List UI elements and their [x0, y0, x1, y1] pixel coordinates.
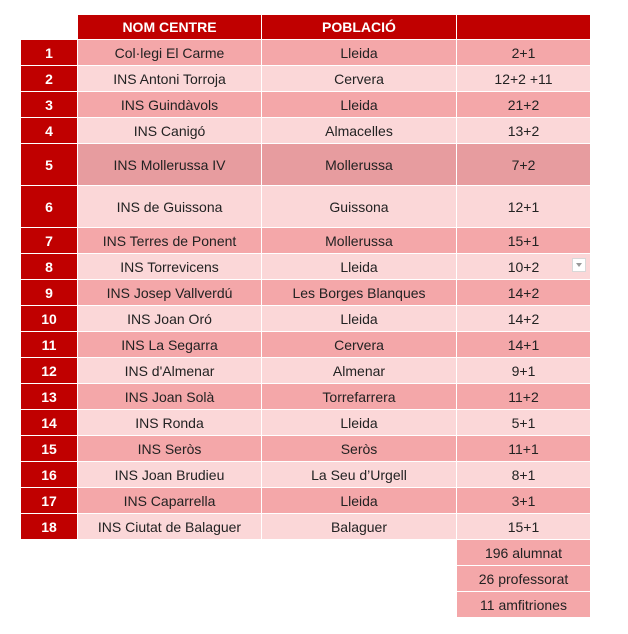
- table-row: [21, 228, 591, 254]
- row-number: 16: [21, 462, 78, 488]
- empty-cell: [78, 592, 262, 618]
- table-row: [21, 40, 591, 66]
- table-row: [21, 488, 591, 514]
- header-number: [21, 15, 78, 40]
- row-number: 5: [21, 144, 78, 186]
- schools-table: [20, 14, 591, 618]
- participants: 12+2 +11: [457, 66, 591, 92]
- header-alumnes: [457, 15, 591, 40]
- row-number: 14: [21, 410, 78, 436]
- town: Lleida: [262, 488, 457, 514]
- town: Les Borges Blanques: [262, 280, 457, 306]
- chevron-down-icon[interactable]: [572, 258, 586, 272]
- participants: 5+1: [457, 410, 591, 436]
- participants: 11+1: [457, 436, 591, 462]
- participants: 14+2: [457, 280, 591, 306]
- town: Balaguer: [262, 514, 457, 540]
- row-number: 7: [21, 228, 78, 254]
- total-row: [21, 540, 591, 566]
- row-number: 2: [21, 66, 78, 92]
- town: Lleida: [262, 410, 457, 436]
- header-row: [21, 15, 591, 40]
- header-poblacio: POBLACIÓ: [262, 15, 457, 40]
- centre-name: INS Mollerussa IV: [78, 144, 262, 186]
- table-row: [21, 436, 591, 462]
- row-number: 4: [21, 118, 78, 144]
- town: Almacelles: [262, 118, 457, 144]
- empty-cell: [21, 566, 78, 592]
- total-value: 11 amfitriones: [457, 592, 591, 618]
- table-row: [21, 280, 591, 306]
- town: Almenar: [262, 358, 457, 384]
- row-number: 8: [21, 254, 78, 280]
- centre-name: INS de Guissona: [78, 186, 262, 228]
- total-value: 26 professorat: [457, 566, 591, 592]
- centre-name: INS Ronda: [78, 410, 262, 436]
- table-row: [21, 92, 591, 118]
- town: Cervera: [262, 66, 457, 92]
- participants: 2+1: [457, 40, 591, 66]
- participants: 15+1: [457, 228, 591, 254]
- row-number: 9: [21, 280, 78, 306]
- centre-name: INS Seròs: [78, 436, 262, 462]
- row-number: 3: [21, 92, 78, 118]
- empty-cell: [262, 592, 457, 618]
- town: Mollerussa: [262, 144, 457, 186]
- total-row: [21, 592, 591, 618]
- total-value: 196 alumnat: [457, 540, 591, 566]
- total-row: [21, 566, 591, 592]
- town: Torrefarrera: [262, 384, 457, 410]
- centre-name: INS Torrevicens: [78, 254, 262, 280]
- participants: 11+2: [457, 384, 591, 410]
- table-row: [21, 410, 591, 436]
- town: Lleida: [262, 92, 457, 118]
- participants: 14+2: [457, 306, 591, 332]
- empty-cell: [78, 566, 262, 592]
- participants: 7+2: [457, 144, 591, 186]
- row-number: 18: [21, 514, 78, 540]
- row-number: 11: [21, 332, 78, 358]
- participants: 12+1: [457, 186, 591, 228]
- centre-name: INS Antoni Torroja: [78, 66, 262, 92]
- row-number: 17: [21, 488, 78, 514]
- centre-name: INS Caparrella: [78, 488, 262, 514]
- row-number: 15: [21, 436, 78, 462]
- row-number: 13: [21, 384, 78, 410]
- table-row: [21, 66, 591, 92]
- town: Cervera: [262, 332, 457, 358]
- town: Mollerussa: [262, 228, 457, 254]
- town: Guissona: [262, 186, 457, 228]
- centre-name: INS La Segarra: [78, 332, 262, 358]
- centre-name: INS d'Almenar: [78, 358, 262, 384]
- participants: 8+1: [457, 462, 591, 488]
- header-centre: NOM CENTRE: [78, 15, 262, 40]
- table-row: [21, 332, 591, 358]
- participants: 3+1: [457, 488, 591, 514]
- town: Lleida: [262, 40, 457, 66]
- row-number: 1: [21, 40, 78, 66]
- table-row: [21, 306, 591, 332]
- town: La Seu d’Urgell: [262, 462, 457, 488]
- empty-cell: [21, 540, 78, 566]
- table-row: [21, 144, 591, 186]
- town: Lleida: [262, 254, 457, 280]
- table-row: [21, 462, 591, 488]
- table-row: [21, 118, 591, 144]
- participants: 10+2: [457, 254, 591, 280]
- participants: 15+1: [457, 514, 591, 540]
- empty-cell: [262, 540, 457, 566]
- table-row: [21, 254, 591, 280]
- participants: 14+1: [457, 332, 591, 358]
- empty-cell: [262, 566, 457, 592]
- row-number: 6: [21, 186, 78, 228]
- participants: 21+2: [457, 92, 591, 118]
- centre-name: Col·legi El Carme: [78, 40, 262, 66]
- town: Lleida: [262, 306, 457, 332]
- centre-name: INS Canigó: [78, 118, 262, 144]
- table-row: [21, 514, 591, 540]
- participants: 13+2: [457, 118, 591, 144]
- empty-cell: [21, 592, 78, 618]
- row-number: 10: [21, 306, 78, 332]
- table-row: [21, 384, 591, 410]
- centre-name: INS Ciutat de Balaguer: [78, 514, 262, 540]
- row-number: 12: [21, 358, 78, 384]
- centre-name: INS Joan Oró: [78, 306, 262, 332]
- centre-name: INS Joan Brudieu: [78, 462, 262, 488]
- town: Seròs: [262, 436, 457, 462]
- centre-name: INS Josep Vallverdú: [78, 280, 262, 306]
- empty-cell: [78, 540, 262, 566]
- table-row: [21, 358, 591, 384]
- centre-name: INS Joan Solà: [78, 384, 262, 410]
- centre-name: INS Guindàvols: [78, 92, 262, 118]
- centre-name: INS Terres de Ponent: [78, 228, 262, 254]
- table-row: [21, 186, 591, 228]
- participants: 9+1: [457, 358, 591, 384]
